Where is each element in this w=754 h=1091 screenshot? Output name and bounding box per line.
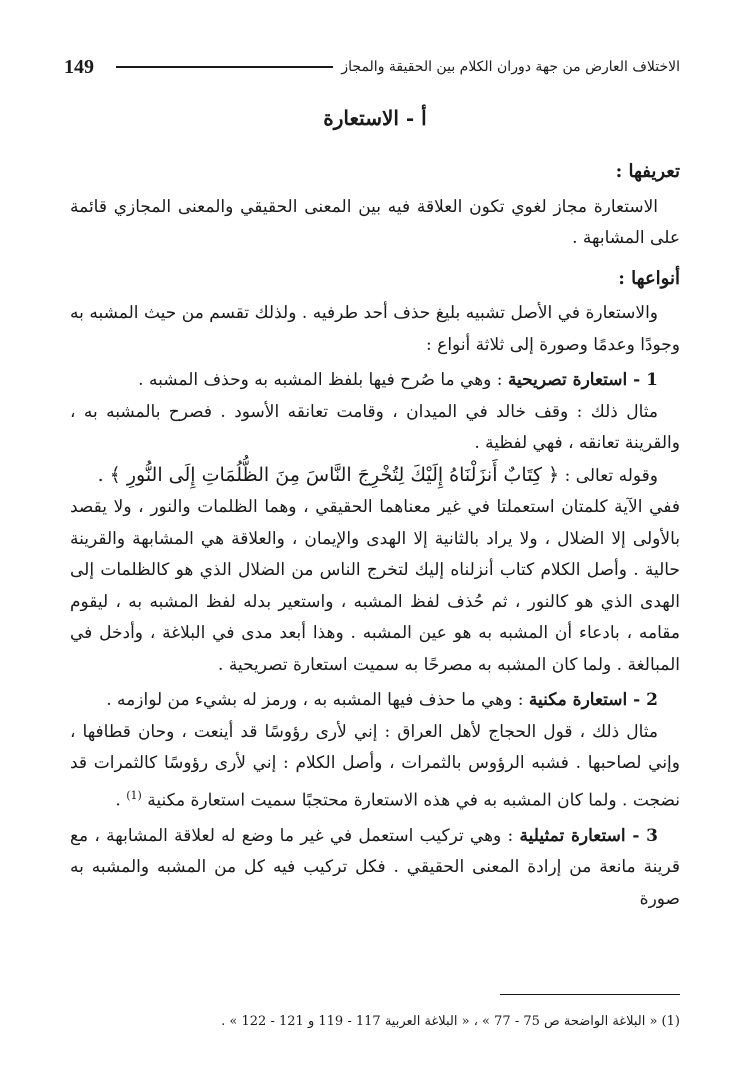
representative-definition-text: : وهي تركيب استعمل في غير ما وضع له لعلاقة المشابهة ، مع قرينة مانعة من إرادة المعنى الحقيقي . فكل تركيب فيه كل من المشبه والمشبه به صورة	[70, 825, 680, 909]
verse-line	[70, 460, 680, 493]
running-title: الاختلاف العارض من جهة دوران الكلام بين الحقيقة والمجاز	[341, 59, 680, 75]
page-header	[64, 50, 680, 84]
explicit-label: 1 - استعارة تصريحية	[507, 370, 658, 390]
implicit-example	[70, 717, 680, 817]
implicit-definition-text: : وهي ما حذف فيها المشبه به ، ورمز له بشيء من لوازمه .	[106, 690, 524, 710]
definition-heading: تعريفها :	[615, 161, 680, 182]
header-rule	[116, 66, 333, 68]
verse-intro: وقوله تعالى :	[564, 465, 658, 486]
representative-definition	[70, 821, 680, 916]
representative-label: 3 - استعارة تمثيلية	[519, 825, 658, 846]
explicit-definition-text: : وهي ما صُرح فيها بلفظ المشبه به وحذف المشبه .	[138, 370, 503, 390]
implicit-example-text: مثال ذلك ، قول الحجاج لأهل العراق : إني لأرى رؤوسًا قد أينعت ، وحان قطافها ، وإني لصاحبها . فشبه الرؤوس بالثمرات ، وأصل الكلام : إني لأرى رؤوسًا كالثمرات قد نضجت . ولما كان المشبه به في هذه الاستعارة محتجبًا سميت استعارة مكنية	[70, 721, 680, 811]
footnote-rule	[500, 994, 680, 995]
page-number: 149	[64, 55, 94, 78]
types-intro: والاستعارة في الأصل تشبيه بليغ حذف أحد طرفيه . ولذلك تقسم من حيث المشبه به وجودًا وعدمًا وصورة إلى ثلاثة أنواع :	[70, 303, 680, 355]
implicit-label: 2 - استعارة مكنية	[528, 690, 658, 710]
quran-verse: ﴿ كِتَابٌ أَنزَلْنَاهُ إِلَيْكَ لِتُخْرِجَ النَّاسَ مِنَ الظُّلُمَاتِ إِلَى النُّورِ ﴾ .	[97, 463, 560, 486]
section-title: أ - الاستعارة	[323, 106, 427, 130]
explicit-explanation: ففي الآية كلمتان استعملتا في غير معناهما الحقيقي ، وهما الظلمات والنور ، ولا يقصد بالأولى إلا الضلال ، ولا يراد بالثانية إلا الهدى والإيمان ، والعلاقة هي المشابهة والقرينة حالية . وأصل الكلام كتاب أنزلناه إليك لتخرج الناس من الضلال الذي هو كالظلمات إلى الهدى الذي هو كالنور ، ثم حُذف لفظ المشبه ، واستعير بدله لفظ المشبه به ، ليقوم مقامه ، بادعاء أن المشبه به هو عين المشبه . وهذا أبعد مدى في البلاغة ، وأدخل في المبالغة . ولما كان المشبه به مصرحًا به سميت استعارة تصريحية .	[70, 497, 680, 675]
footnote-reference[interactable]: (1)	[126, 788, 142, 802]
types-heading: أنواعها :	[618, 267, 680, 289]
page-body	[70, 98, 680, 915]
explicit-definition	[70, 365, 680, 397]
explicit-example: مثال ذلك : وقف خالد في الميدان ، وقامت تعانقه الأسود . فصرح بالمشبه به ، والقرينة تعانقه ، فهي لفظية .	[70, 401, 680, 453]
definition-text: الاستعارة مجاز لغوي تكون العلاقة فيه بين المعنى الحقيقي والمعنى المجازي قائمة على المشابهة .	[70, 196, 680, 248]
footnote: (1) « البلاغة الواضحة ص 75 - 77 » ، « البلاغة العربية 117 - 119 و 121 - 122 » .	[221, 1014, 680, 1029]
implicit-definition	[70, 685, 680, 717]
implicit-end: .	[115, 790, 121, 811]
